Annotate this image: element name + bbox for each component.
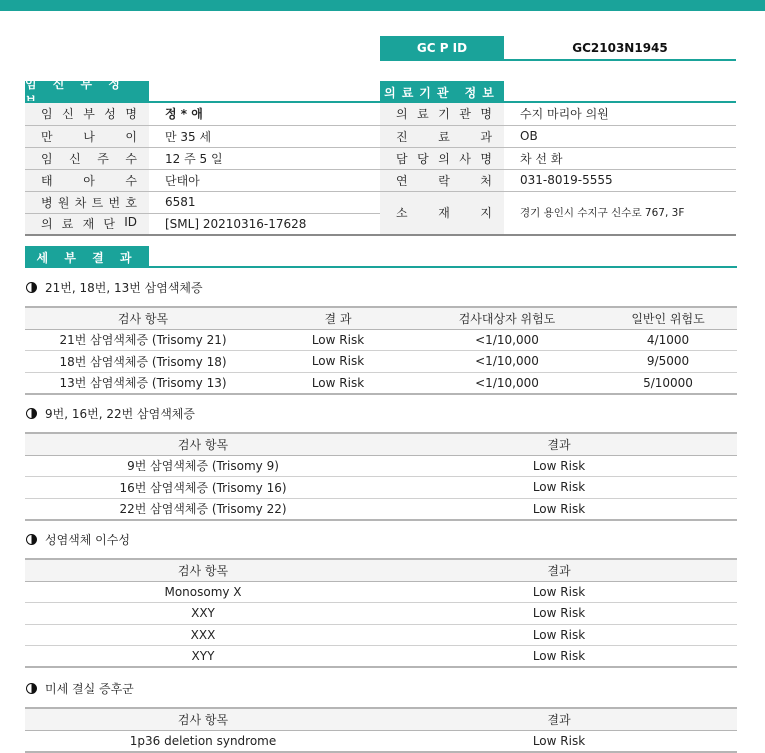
section-title: 미세 결실 증후군 — [45, 682, 134, 696]
label-char: 처 — [480, 173, 492, 188]
table-cell: Low Risk — [261, 372, 415, 394]
label-char: 번 — [108, 195, 121, 210]
section-title: 성염색체 이수성 — [45, 533, 130, 547]
table-cell: 1p36 deletion syndrome — [25, 730, 381, 752]
patient-info-row — [25, 125, 380, 147]
half-circle-icon — [26, 282, 37, 293]
label-char: 과 — [480, 129, 492, 144]
label-char: 의 — [396, 107, 408, 122]
gcpid-box — [380, 36, 736, 61]
institution-info-value: 차 선 화 — [504, 147, 736, 169]
patient-info-label — [25, 215, 149, 232]
institution-info-value: OB — [504, 125, 736, 147]
trisomy-other-table — [25, 432, 737, 521]
patient-info-label-cell — [25, 169, 149, 191]
table-cell: Low Risk — [381, 603, 737, 625]
label-char: 태 — [41, 173, 53, 188]
label-char: 지 — [480, 206, 492, 221]
patient-info-value: 6581 — [149, 191, 380, 213]
label-char: 소 — [396, 206, 408, 221]
table-row — [25, 351, 737, 373]
table-cell: XXY — [25, 603, 381, 625]
label-char: 만 — [41, 129, 53, 144]
patient-info-value: 정 * 애 — [149, 103, 380, 125]
institution-info-label-cell — [380, 125, 504, 147]
table-cell: 18번 삼염색체증 (Trisomy 18) — [25, 351, 261, 373]
label-char: 주 — [97, 151, 109, 166]
institution-info-tab: 의료기관 정보 — [380, 81, 504, 103]
patient-info-label — [25, 172, 149, 189]
patient-info-label — [25, 105, 149, 122]
institution-info-label-cell — [380, 147, 504, 169]
label-char: ID — [124, 215, 137, 230]
patient-info-row — [25, 169, 380, 191]
patient-info-label-cell — [25, 125, 149, 147]
label-char: 병 — [41, 195, 53, 210]
table-cell: Low Risk — [381, 477, 737, 499]
patient-info-label — [25, 150, 149, 167]
patient-info-tab: 임 신 부 정 — [25, 81, 149, 103]
patient-info-row — [25, 213, 380, 235]
label-char: 부 — [83, 107, 95, 122]
label-char: 트 — [91, 195, 104, 210]
table-cell: 21번 삼염색체증 (Trisomy 21) — [25, 329, 261, 351]
patient-info-value: 만 35 세 — [149, 125, 380, 147]
column-header: 결과 — [381, 433, 737, 455]
column-header: 검사 항목 — [25, 708, 381, 730]
table-cell: 16번 삼염색체증 (Trisomy 16) — [25, 477, 381, 499]
label-char: 료 — [438, 129, 450, 144]
institution-info-row — [380, 191, 736, 235]
institution-info-row — [380, 147, 736, 169]
patient-info-label-cell — [25, 147, 149, 169]
institution-info-value: 수지 마리아 의원 — [504, 103, 736, 125]
trisomy-main-table — [25, 306, 737, 395]
half-circle-icon — [26, 534, 37, 545]
column-header: 검사 항목 — [25, 433, 381, 455]
half-circle-icon — [26, 683, 37, 694]
label-char: 신 — [69, 151, 81, 166]
patient-info-label-cell — [25, 103, 149, 125]
table-row — [25, 603, 737, 625]
label-char: 이 — [125, 129, 137, 144]
table-cell: Low Risk — [381, 624, 737, 646]
label-char: 단 — [103, 217, 115, 232]
patient-info-label-cell — [25, 213, 149, 235]
label-char: 호 — [125, 195, 137, 210]
table-row — [25, 498, 737, 520]
section-heading — [26, 531, 130, 548]
institution-info-label-cell — [380, 169, 504, 191]
institution-info-label — [380, 128, 504, 145]
patient-info-value: 12 주 5 일 — [149, 147, 380, 169]
patient-info-row — [25, 191, 380, 213]
institution-info-label-cell — [380, 103, 504, 125]
label-char: 성 — [104, 107, 116, 122]
table-cell: XXX — [25, 624, 381, 646]
institution-info-value: 031-8019-5555 — [504, 169, 736, 191]
column-header: 결 과 — [261, 307, 415, 329]
table-cell: 5/10000 — [599, 372, 737, 394]
gcpid-label: GC P ID — [380, 36, 504, 59]
institution-info-label — [380, 204, 504, 221]
patient-info-row — [25, 147, 380, 169]
label-char: 재 — [438, 206, 450, 221]
label-char: 락 — [438, 173, 450, 188]
top-accent-bar — [0, 0, 765, 11]
institution-info-label — [380, 150, 504, 167]
label-char: 명 — [480, 151, 492, 166]
section-heading — [26, 405, 195, 422]
institution-info-label — [380, 172, 504, 189]
label-char: 차 — [74, 195, 87, 210]
label-char: 명 — [125, 107, 137, 122]
patient-info-label — [25, 128, 149, 145]
institution-info-label — [380, 105, 504, 122]
table-row — [25, 372, 737, 394]
institution-info-row — [380, 103, 736, 125]
gcpid-value: GC2103N1945 — [572, 40, 668, 55]
label-char: 원 — [57, 195, 70, 210]
table-row — [25, 455, 737, 477]
label-char: 사 — [459, 151, 471, 166]
column-header: 결과 — [381, 559, 737, 581]
label-char: 당 — [417, 151, 429, 166]
section-title: 21번, 18번, 13번 삼염색체증 — [45, 281, 203, 295]
institution-info-label-cell — [380, 191, 504, 235]
column-header: 결과 — [381, 708, 737, 730]
label-char: 진 — [396, 129, 408, 144]
institution-info-value: 경기 용인시 수지구 신수로 767, 3F — [504, 191, 736, 235]
detail-results-rule — [25, 266, 737, 268]
column-header: 검사 항목 — [25, 307, 261, 329]
column-header: 일반인 위험도 — [599, 307, 737, 329]
label-char: 관 — [459, 107, 471, 122]
label-char: 아 — [83, 173, 95, 188]
table-row — [25, 329, 737, 351]
label-char: 의 — [438, 151, 450, 166]
table-row — [25, 581, 737, 603]
column-header: 검사대상자 위험도 — [415, 307, 599, 329]
patient-info-label-cell — [25, 191, 149, 213]
section-heading — [26, 680, 134, 697]
label-char: 의 — [41, 217, 53, 232]
label-char: 임 — [41, 151, 53, 166]
label-char: 재 — [82, 217, 95, 232]
sex-chromosome-table — [25, 558, 737, 668]
institution-info-row — [380, 125, 736, 147]
table-cell: 13번 삼염색체증 (Trisomy 13) — [25, 372, 261, 394]
column-header: 검사 항목 — [25, 559, 381, 581]
label-char: 기 — [438, 107, 450, 122]
table-cell: <1/10,000 — [415, 372, 599, 394]
table-row — [25, 624, 737, 646]
label-char: 수 — [125, 151, 137, 166]
table-cell: <1/10,000 — [415, 351, 599, 373]
label-char: 료 — [417, 107, 429, 122]
table-cell: XYY — [25, 646, 381, 668]
institution-info-table — [380, 103, 736, 236]
patient-info-row — [25, 103, 380, 125]
label-char: 료 — [61, 217, 74, 232]
patient-info-table — [25, 103, 380, 236]
table-cell: Low Risk — [381, 498, 737, 520]
table-row — [25, 646, 737, 668]
section-heading — [26, 279, 203, 296]
table-cell: Low Risk — [261, 351, 415, 373]
table-cell: Low Risk — [381, 581, 737, 603]
table-cell: Low Risk — [261, 329, 415, 351]
label-char: 나 — [83, 129, 95, 144]
table-row — [25, 477, 737, 499]
table-cell: <1/10,000 — [415, 329, 599, 351]
label-char: 임 — [41, 107, 53, 122]
label-char: 수 — [125, 173, 137, 188]
table-cell: 9/5000 — [599, 351, 737, 373]
table-cell: Monosomy X — [25, 581, 381, 603]
label-char: 신 — [62, 107, 74, 122]
patient-info-value: 단태아 — [149, 169, 380, 191]
patient-info-label — [25, 194, 149, 211]
table-cell: 4/1000 — [599, 329, 737, 351]
half-circle-icon — [26, 408, 37, 419]
table-cell: Low Risk — [381, 646, 737, 668]
table-cell: Low Risk — [381, 455, 737, 477]
microdeletion-table — [25, 707, 737, 753]
label-char: 담 — [396, 151, 408, 166]
section-title: 9번, 16번, 22번 삼염색체증 — [45, 407, 195, 421]
table-row — [25, 730, 737, 752]
table-cell: 22번 삼염색체증 (Trisomy 22) — [25, 498, 381, 520]
detail-results-tab: 세 부 결 과 — [25, 246, 149, 268]
label-char: 명 — [480, 107, 492, 122]
table-cell: 9번 삼염색체증 (Trisomy 9) — [25, 455, 381, 477]
label-char: 연 — [396, 173, 408, 188]
table-cell: Low Risk — [381, 730, 737, 752]
institution-info-row — [380, 169, 736, 191]
patient-info-value: [SML] 20210316-17628 — [149, 213, 380, 235]
